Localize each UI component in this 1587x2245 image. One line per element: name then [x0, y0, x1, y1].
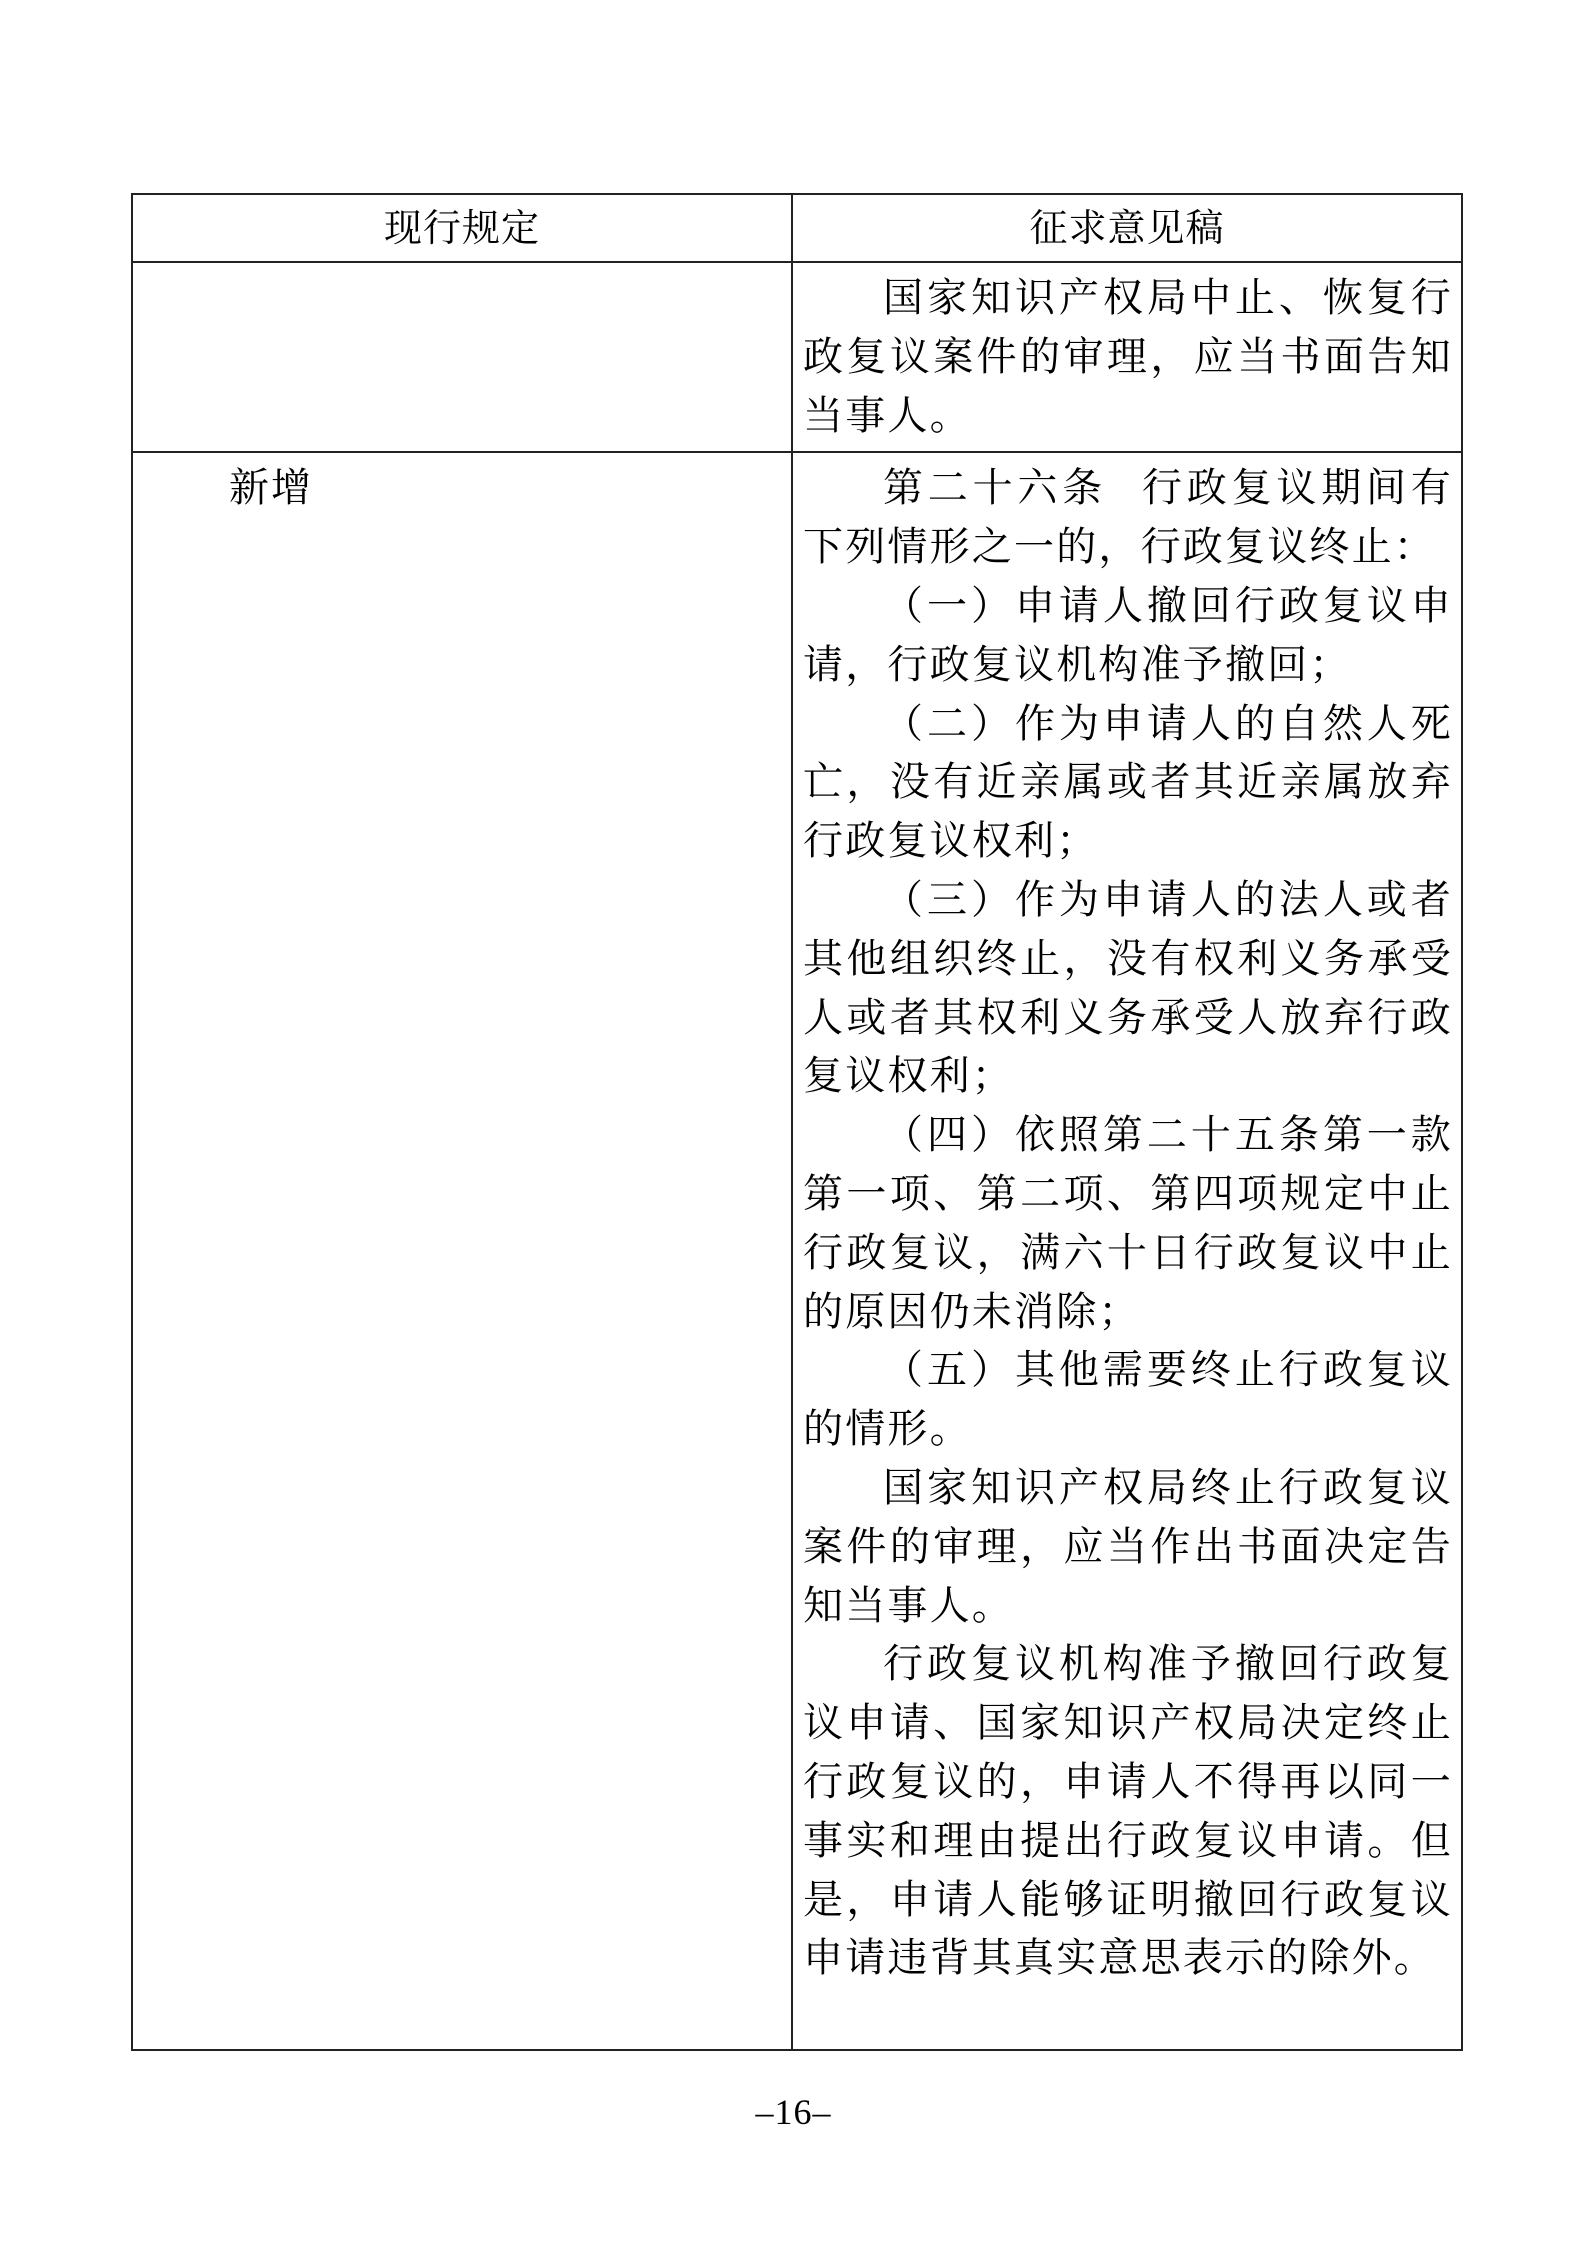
page-number: –16– [755, 2092, 832, 2132]
current-rule-text: 新增 [229, 465, 313, 512]
draft-paragraph: 行政复议机构准予撤回行政复议申请、国家知识产权局决定终止行政复议的，申请人不得再以同一事实和理由提出行政复议申请。但是，申请人能够证明撤回行政复议申请违背其真实意思表示的除外。 [803, 1641, 1453, 1982]
table-row [132, 452, 1462, 2050]
draft-cell [792, 452, 1462, 2050]
draft-text [793, 453, 1461, 1994]
table-header-row [132, 194, 1462, 262]
draft-paragraph: 国家知识产权局中止、恢复行政复议案件的审理，应当书面告知当事人。 [803, 275, 1453, 439]
header-current-rules: 现行规定 [132, 194, 792, 262]
current-rule-cell [132, 262, 792, 452]
draft-text [793, 263, 1461, 451]
current-rule-text [133, 263, 791, 269]
article-heading-paragraph: 第二十六条 行政复议期间有下列情形之一的，行政复议终止： [803, 465, 1453, 571]
draft-item-2: （二）作为申请人的自然人死亡，没有近亲属或者其近亲属放弃行政复议权利； [803, 700, 1453, 865]
current-rule-cell [132, 452, 792, 2050]
draft-item-3: （三）作为申请人的法人或者其他组织终止，没有权利义务承受人或者其权利义务承受人放弃行政复议权利； [803, 876, 1453, 1100]
comparison-table [131, 193, 1463, 2051]
draft-item-1: （一）申请人撤回行政复议申请，行政复议机构准予撤回； [803, 582, 1453, 688]
draft-item-5: （五）其他需要终止行政复议的情形。 [803, 1347, 1453, 1453]
draft-paragraph: 国家知识产权局终止行政复议案件的审理，应当作出书面决定告知当事人。 [803, 1464, 1453, 1629]
draft-cell [792, 262, 1462, 452]
header-draft: 征求意见稿 [792, 194, 1462, 262]
draft-item-4: （四）依照第二十五条第一款第一项、第二项、第四项规定中止行政复议，满六十日行政复议中止的原因仍未消除； [803, 1112, 1453, 1335]
table-row [132, 262, 1462, 452]
